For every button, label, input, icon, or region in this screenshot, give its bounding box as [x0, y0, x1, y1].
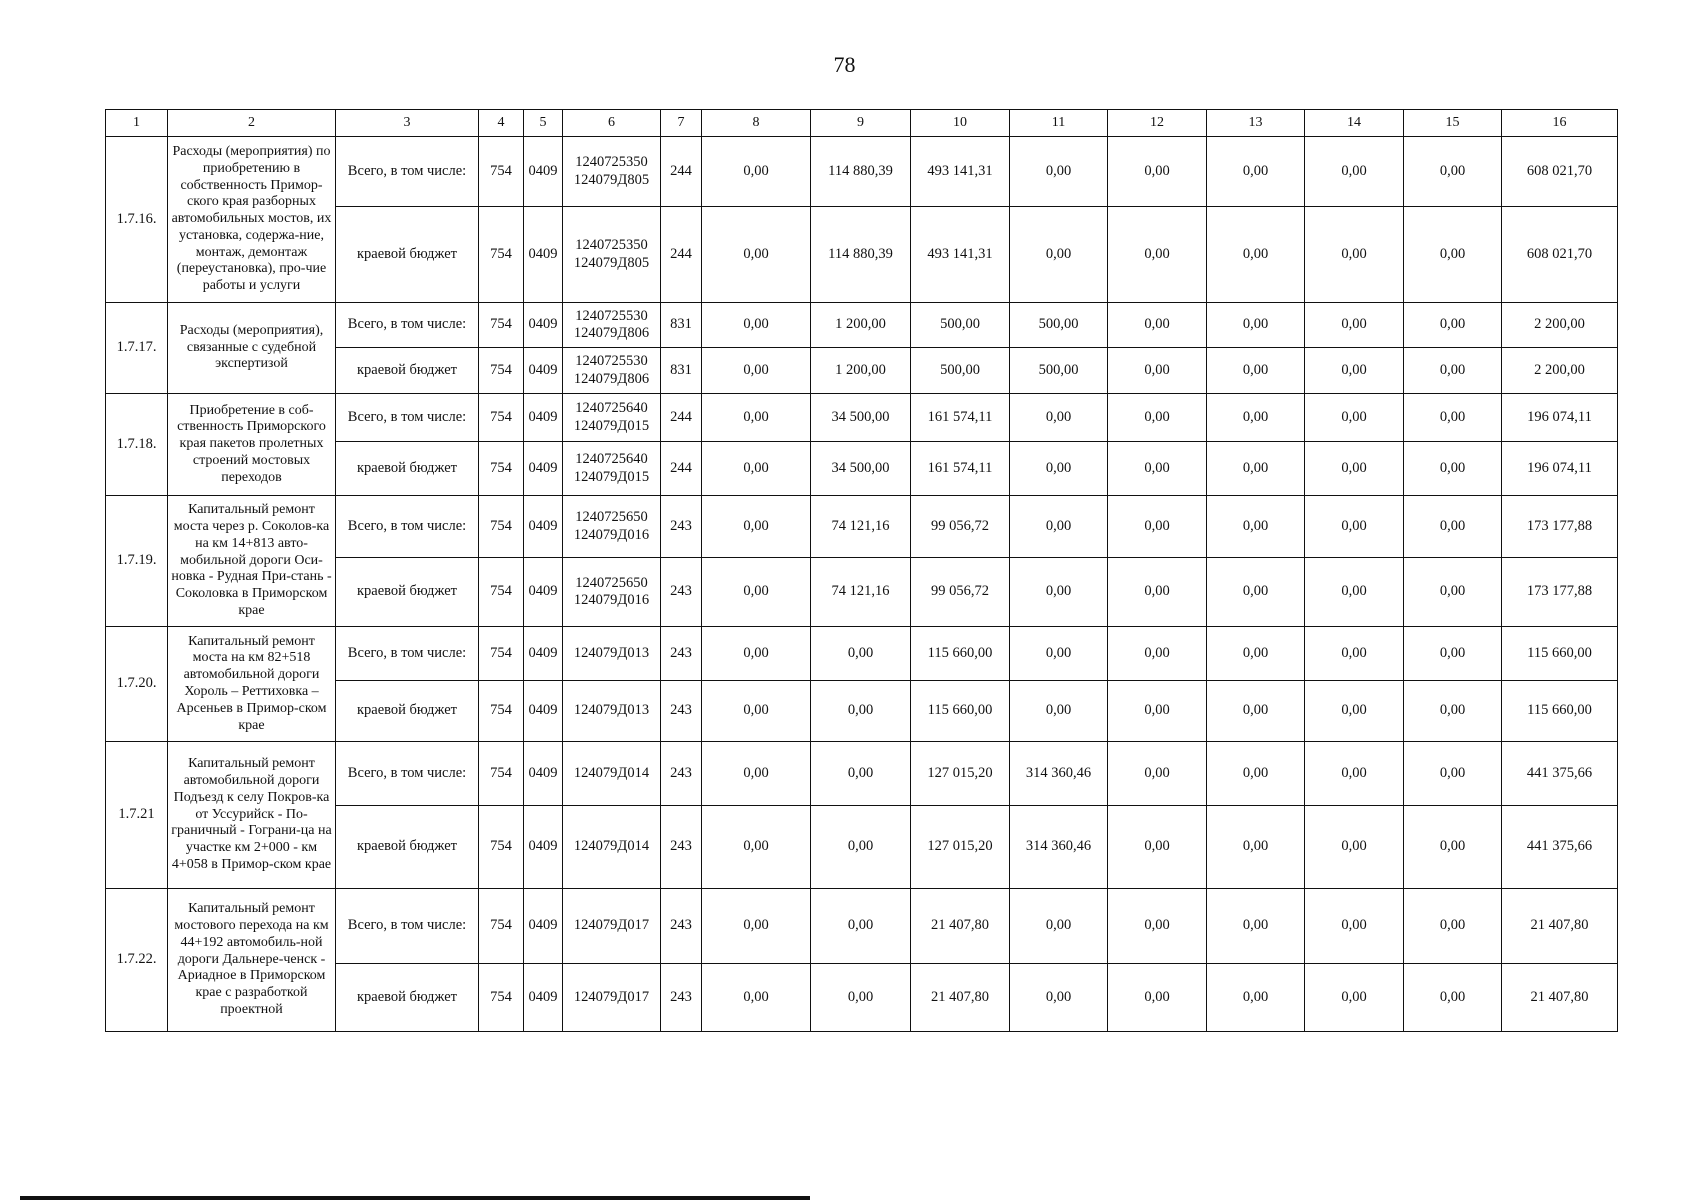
table-row: [106, 394, 1618, 442]
cell-v13: 0,00: [1207, 889, 1305, 964]
funding-source-regional: краевой бюджет: [336, 806, 479, 889]
cell-v11: 0,00: [1010, 964, 1108, 1032]
cell-v10: 161 574,11: [911, 394, 1010, 442]
funding-source-regional: краевой бюджет: [336, 681, 479, 742]
cell-v11: 0,00: [1010, 627, 1108, 681]
funding-source-total: Всего, в том числе:: [336, 303, 479, 348]
cell-v11: 314 360,46: [1010, 742, 1108, 806]
column-header-6: 6: [563, 110, 661, 137]
item-number: 1.7.21: [106, 742, 168, 889]
cell-c6: 1240725650 124079Д016: [563, 558, 661, 627]
cell-c4: 754: [479, 742, 524, 806]
cell-c4: 754: [479, 496, 524, 558]
cell-c5: 0409: [524, 964, 563, 1032]
table-header: [106, 110, 1618, 137]
cell-c4: 754: [479, 442, 524, 496]
funding-source-total: Всего, в том числе:: [336, 496, 479, 558]
cell-v14: 0,00: [1305, 889, 1404, 964]
cell-c7: 244: [661, 394, 702, 442]
cell-v12: 0,00: [1108, 627, 1207, 681]
funding-source-regional: краевой бюджет: [336, 442, 479, 496]
funding-source-total: Всего, в том числе:: [336, 137, 479, 207]
cell-c5: 0409: [524, 303, 563, 348]
cell-v16: 21 407,80: [1502, 889, 1618, 964]
cell-c7: 243: [661, 806, 702, 889]
cell-v14: 0,00: [1305, 137, 1404, 207]
cell-c5: 0409: [524, 348, 563, 394]
cell-v15: 0,00: [1404, 627, 1502, 681]
cell-c4: 754: [479, 627, 524, 681]
item-name: Капитальный ремонт мостового перехода на км 44+192 автомобиль-ной дороги Дальнере-ченск - Ариадное в Приморском крае с разработкой проектной: [168, 889, 336, 1032]
cell-c4: 754: [479, 137, 524, 207]
funding-source-total: Всего, в том числе:: [336, 394, 479, 442]
cell-v16: 173 177,88: [1502, 496, 1618, 558]
budget-table: [105, 109, 1618, 1032]
cell-v8: 0,00: [702, 558, 811, 627]
cell-v8: 0,00: [702, 207, 811, 303]
cell-c5: 0409: [524, 627, 563, 681]
cell-v11: 0,00: [1010, 496, 1108, 558]
column-header-1: 1: [106, 110, 168, 137]
cell-c7: 831: [661, 303, 702, 348]
cell-v10: 115 660,00: [911, 681, 1010, 742]
column-header-15: 15: [1404, 110, 1502, 137]
cell-c6: 1240725650 124079Д016: [563, 496, 661, 558]
cell-c4: 754: [479, 558, 524, 627]
item-name: Приобретение в соб-ственность Приморского края пакетов пролетных строений мостовых переходов: [168, 394, 336, 496]
cell-v9: 0,00: [811, 806, 911, 889]
cell-v9: 34 500,00: [811, 394, 911, 442]
cell-c5: 0409: [524, 889, 563, 964]
column-header-5: 5: [524, 110, 563, 137]
column-header-3: 3: [336, 110, 479, 137]
cell-v13: 0,00: [1207, 303, 1305, 348]
item-number: 1.7.18.: [106, 394, 168, 496]
item-number: 1.7.16.: [106, 137, 168, 303]
cell-v10: 99 056,72: [911, 558, 1010, 627]
cell-v15: 0,00: [1404, 806, 1502, 889]
cell-v15: 0,00: [1404, 137, 1502, 207]
cell-v11: 0,00: [1010, 207, 1108, 303]
funding-source-regional: краевой бюджет: [336, 207, 479, 303]
cell-v10: 99 056,72: [911, 496, 1010, 558]
cell-c5: 0409: [524, 394, 563, 442]
funding-source-total: Всего, в том числе:: [336, 627, 479, 681]
cell-v10: 127 015,20: [911, 742, 1010, 806]
cell-v9: 0,00: [811, 742, 911, 806]
cell-v15: 0,00: [1404, 442, 1502, 496]
cell-v14: 0,00: [1305, 742, 1404, 806]
cell-v8: 0,00: [702, 889, 811, 964]
cell-v8: 0,00: [702, 303, 811, 348]
item-number: 1.7.22.: [106, 889, 168, 1032]
cell-v12: 0,00: [1108, 681, 1207, 742]
funding-source-total: Всего, в том числе:: [336, 742, 479, 806]
cell-v16: 441 375,66: [1502, 742, 1618, 806]
cell-v16: 2 200,00: [1502, 348, 1618, 394]
cell-c5: 0409: [524, 137, 563, 207]
cell-c6: 1240725530 124079Д806: [563, 303, 661, 348]
cell-c7: 243: [661, 964, 702, 1032]
cell-c7: 244: [661, 137, 702, 207]
funding-source-total: Всего, в том числе:: [336, 889, 479, 964]
cell-c6: 1240725640 124079Д015: [563, 394, 661, 442]
cell-v16: 21 407,80: [1502, 964, 1618, 1032]
cell-v15: 0,00: [1404, 964, 1502, 1032]
cell-c4: 754: [479, 303, 524, 348]
cell-c6: 124079Д017: [563, 964, 661, 1032]
cell-c4: 754: [479, 348, 524, 394]
item-name: Капитальный ремонт моста на км 82+518 автомобильной дороги Хороль – Реттиховка – Арсеньев в Примор-ском крае: [168, 627, 336, 742]
cell-v16: 115 660,00: [1502, 627, 1618, 681]
cell-v12: 0,00: [1108, 496, 1207, 558]
cell-v9: 0,00: [811, 627, 911, 681]
cell-v8: 0,00: [702, 964, 811, 1032]
cell-c4: 754: [479, 806, 524, 889]
table-row: [106, 742, 1618, 806]
cell-v12: 0,00: [1108, 889, 1207, 964]
cell-v16: 196 074,11: [1502, 394, 1618, 442]
cell-v9: 74 121,16: [811, 496, 911, 558]
bottom-rule: [20, 1196, 810, 1200]
column-header-10: 10: [911, 110, 1010, 137]
cell-v16: 441 375,66: [1502, 806, 1618, 889]
cell-v11: 0,00: [1010, 681, 1108, 742]
cell-v11: 0,00: [1010, 889, 1108, 964]
cell-v14: 0,00: [1305, 207, 1404, 303]
cell-c7: 831: [661, 348, 702, 394]
cell-v14: 0,00: [1305, 627, 1404, 681]
cell-v13: 0,00: [1207, 627, 1305, 681]
cell-v16: 115 660,00: [1502, 681, 1618, 742]
cell-c6: 124079Д014: [563, 742, 661, 806]
cell-v12: 0,00: [1108, 348, 1207, 394]
cell-v12: 0,00: [1108, 964, 1207, 1032]
cell-v11: 314 360,46: [1010, 806, 1108, 889]
table-body: [106, 137, 1618, 1032]
funding-source-regional: краевой бюджет: [336, 964, 479, 1032]
cell-v9: 0,00: [811, 889, 911, 964]
cell-v12: 0,00: [1108, 742, 1207, 806]
cell-c7: 244: [661, 207, 702, 303]
cell-v13: 0,00: [1207, 348, 1305, 394]
item-name: Капитальный ремонт автомобильной дороги Подъезд к селу Покров-ка от Уссурийск - По-граничный - Гограни-ца на участке км 2+000 - км 4+058 в Примор-ском крае: [168, 742, 336, 889]
cell-c6: 1240725350 124079Д805: [563, 207, 661, 303]
cell-v9: 114 880,39: [811, 137, 911, 207]
cell-v14: 0,00: [1305, 303, 1404, 348]
cell-c6: 124079Д014: [563, 806, 661, 889]
cell-c4: 754: [479, 681, 524, 742]
cell-v8: 0,00: [702, 496, 811, 558]
item-name: Расходы (мероприятия) по приобретению в собственность Примор-ского края разборных автомобильных мостов, их установка, содержа-ние, монтаж, демонтаж (переустановка), про-чие работы и услуги: [168, 137, 336, 303]
cell-v16: 608 021,70: [1502, 207, 1618, 303]
cell-v8: 0,00: [702, 806, 811, 889]
cell-c7: 243: [661, 496, 702, 558]
table-row: [106, 627, 1618, 681]
cell-v9: 74 121,16: [811, 558, 911, 627]
cell-v15: 0,00: [1404, 207, 1502, 303]
cell-v15: 0,00: [1404, 681, 1502, 742]
cell-v9: 0,00: [811, 681, 911, 742]
cell-v11: 0,00: [1010, 558, 1108, 627]
cell-v13: 0,00: [1207, 496, 1305, 558]
cell-v14: 0,00: [1305, 496, 1404, 558]
cell-v13: 0,00: [1207, 137, 1305, 207]
cell-v12: 0,00: [1108, 303, 1207, 348]
cell-v11: 500,00: [1010, 348, 1108, 394]
cell-v14: 0,00: [1305, 394, 1404, 442]
cell-v13: 0,00: [1207, 207, 1305, 303]
cell-v16: 196 074,11: [1502, 442, 1618, 496]
column-header-14: 14: [1305, 110, 1404, 137]
cell-c5: 0409: [524, 681, 563, 742]
cell-v16: 173 177,88: [1502, 558, 1618, 627]
cell-v13: 0,00: [1207, 442, 1305, 496]
cell-v12: 0,00: [1108, 442, 1207, 496]
table-row: [106, 496, 1618, 558]
cell-v12: 0,00: [1108, 806, 1207, 889]
cell-v13: 0,00: [1207, 681, 1305, 742]
column-header-7: 7: [661, 110, 702, 137]
cell-v13: 0,00: [1207, 394, 1305, 442]
cell-v13: 0,00: [1207, 558, 1305, 627]
cell-c6: 1240725350 124079Д805: [563, 137, 661, 207]
cell-v15: 0,00: [1404, 348, 1502, 394]
cell-c5: 0409: [524, 742, 563, 806]
cell-c7: 243: [661, 681, 702, 742]
cell-v13: 0,00: [1207, 742, 1305, 806]
item-name: Капитальный ремонт моста через р. Соколов-ка на км 14+813 авто-мобильной дороги Оси-новка - Рудная При-стань - Соколовка в Приморском крае: [168, 496, 336, 627]
cell-c5: 0409: [524, 496, 563, 558]
cell-v11: 0,00: [1010, 137, 1108, 207]
cell-v13: 0,00: [1207, 964, 1305, 1032]
cell-c5: 0409: [524, 806, 563, 889]
cell-c4: 754: [479, 394, 524, 442]
column-header-13: 13: [1207, 110, 1305, 137]
cell-v10: 493 141,31: [911, 137, 1010, 207]
cell-v8: 0,00: [702, 442, 811, 496]
cell-v15: 0,00: [1404, 303, 1502, 348]
cell-v12: 0,00: [1108, 207, 1207, 303]
table-row: [106, 303, 1618, 348]
cell-v15: 0,00: [1404, 394, 1502, 442]
cell-c6: 1240725640 124079Д015: [563, 442, 661, 496]
column-header-2: 2: [168, 110, 336, 137]
funding-source-regional: краевой бюджет: [336, 348, 479, 394]
cell-v9: 1 200,00: [811, 303, 911, 348]
column-header-4: 4: [479, 110, 524, 137]
cell-c6: 1240725530 124079Д806: [563, 348, 661, 394]
funding-source-regional: краевой бюджет: [336, 558, 479, 627]
cell-v9: 34 500,00: [811, 442, 911, 496]
cell-v8: 0,00: [702, 394, 811, 442]
cell-v10: 21 407,80: [911, 964, 1010, 1032]
cell-c4: 754: [479, 889, 524, 964]
cell-v11: 500,00: [1010, 303, 1108, 348]
cell-v12: 0,00: [1108, 394, 1207, 442]
cell-c5: 0409: [524, 207, 563, 303]
cell-v8: 0,00: [702, 681, 811, 742]
cell-c7: 244: [661, 442, 702, 496]
cell-v10: 21 407,80: [911, 889, 1010, 964]
cell-v16: 2 200,00: [1502, 303, 1618, 348]
cell-c7: 243: [661, 889, 702, 964]
column-header-11: 11: [1010, 110, 1108, 137]
cell-v13: 0,00: [1207, 806, 1305, 889]
cell-c4: 754: [479, 964, 524, 1032]
column-header-16: 16: [1502, 110, 1618, 137]
cell-c4: 754: [479, 207, 524, 303]
cell-v14: 0,00: [1305, 806, 1404, 889]
item-name: Расходы (мероприятия), связанные с судебной экспертизой: [168, 303, 336, 394]
cell-v9: 114 880,39: [811, 207, 911, 303]
cell-v15: 0,00: [1404, 742, 1502, 806]
cell-c5: 0409: [524, 442, 563, 496]
cell-c6: 124079Д013: [563, 627, 661, 681]
item-number: 1.7.19.: [106, 496, 168, 627]
cell-v8: 0,00: [702, 137, 811, 207]
cell-v14: 0,00: [1305, 964, 1404, 1032]
cell-c7: 243: [661, 558, 702, 627]
cell-v8: 0,00: [702, 627, 811, 681]
cell-v12: 0,00: [1108, 558, 1207, 627]
column-header-8: 8: [702, 110, 811, 137]
cell-c5: 0409: [524, 558, 563, 627]
cell-v10: 500,00: [911, 348, 1010, 394]
cell-c6: 124079Д013: [563, 681, 661, 742]
cell-v8: 0,00: [702, 348, 811, 394]
cell-c6: 124079Д017: [563, 889, 661, 964]
cell-v10: 127 015,20: [911, 806, 1010, 889]
cell-v9: 1 200,00: [811, 348, 911, 394]
cell-v12: 0,00: [1108, 137, 1207, 207]
cell-v14: 0,00: [1305, 558, 1404, 627]
table-row: [106, 137, 1618, 207]
cell-v10: 493 141,31: [911, 207, 1010, 303]
page-number: 78: [833, 52, 856, 77]
cell-v15: 0,00: [1404, 496, 1502, 558]
cell-v11: 0,00: [1010, 442, 1108, 496]
cell-v14: 0,00: [1305, 442, 1404, 496]
item-number: 1.7.20.: [106, 627, 168, 742]
cell-v10: 115 660,00: [911, 627, 1010, 681]
cell-c7: 243: [661, 627, 702, 681]
cell-v9: 0,00: [811, 964, 911, 1032]
cell-v10: 161 574,11: [911, 442, 1010, 496]
cell-v8: 0,00: [702, 742, 811, 806]
cell-v15: 0,00: [1404, 558, 1502, 627]
cell-v14: 0,00: [1305, 348, 1404, 394]
cell-v14: 0,00: [1305, 681, 1404, 742]
cell-v15: 0,00: [1404, 889, 1502, 964]
column-header-12: 12: [1108, 110, 1207, 137]
column-header-9: 9: [811, 110, 911, 137]
header-row: [106, 110, 1618, 137]
cell-v10: 500,00: [911, 303, 1010, 348]
cell-v16: 608 021,70: [1502, 137, 1618, 207]
item-number: 1.7.17.: [106, 303, 168, 394]
cell-v11: 0,00: [1010, 394, 1108, 442]
table-row: [106, 889, 1618, 964]
cell-c7: 243: [661, 742, 702, 806]
